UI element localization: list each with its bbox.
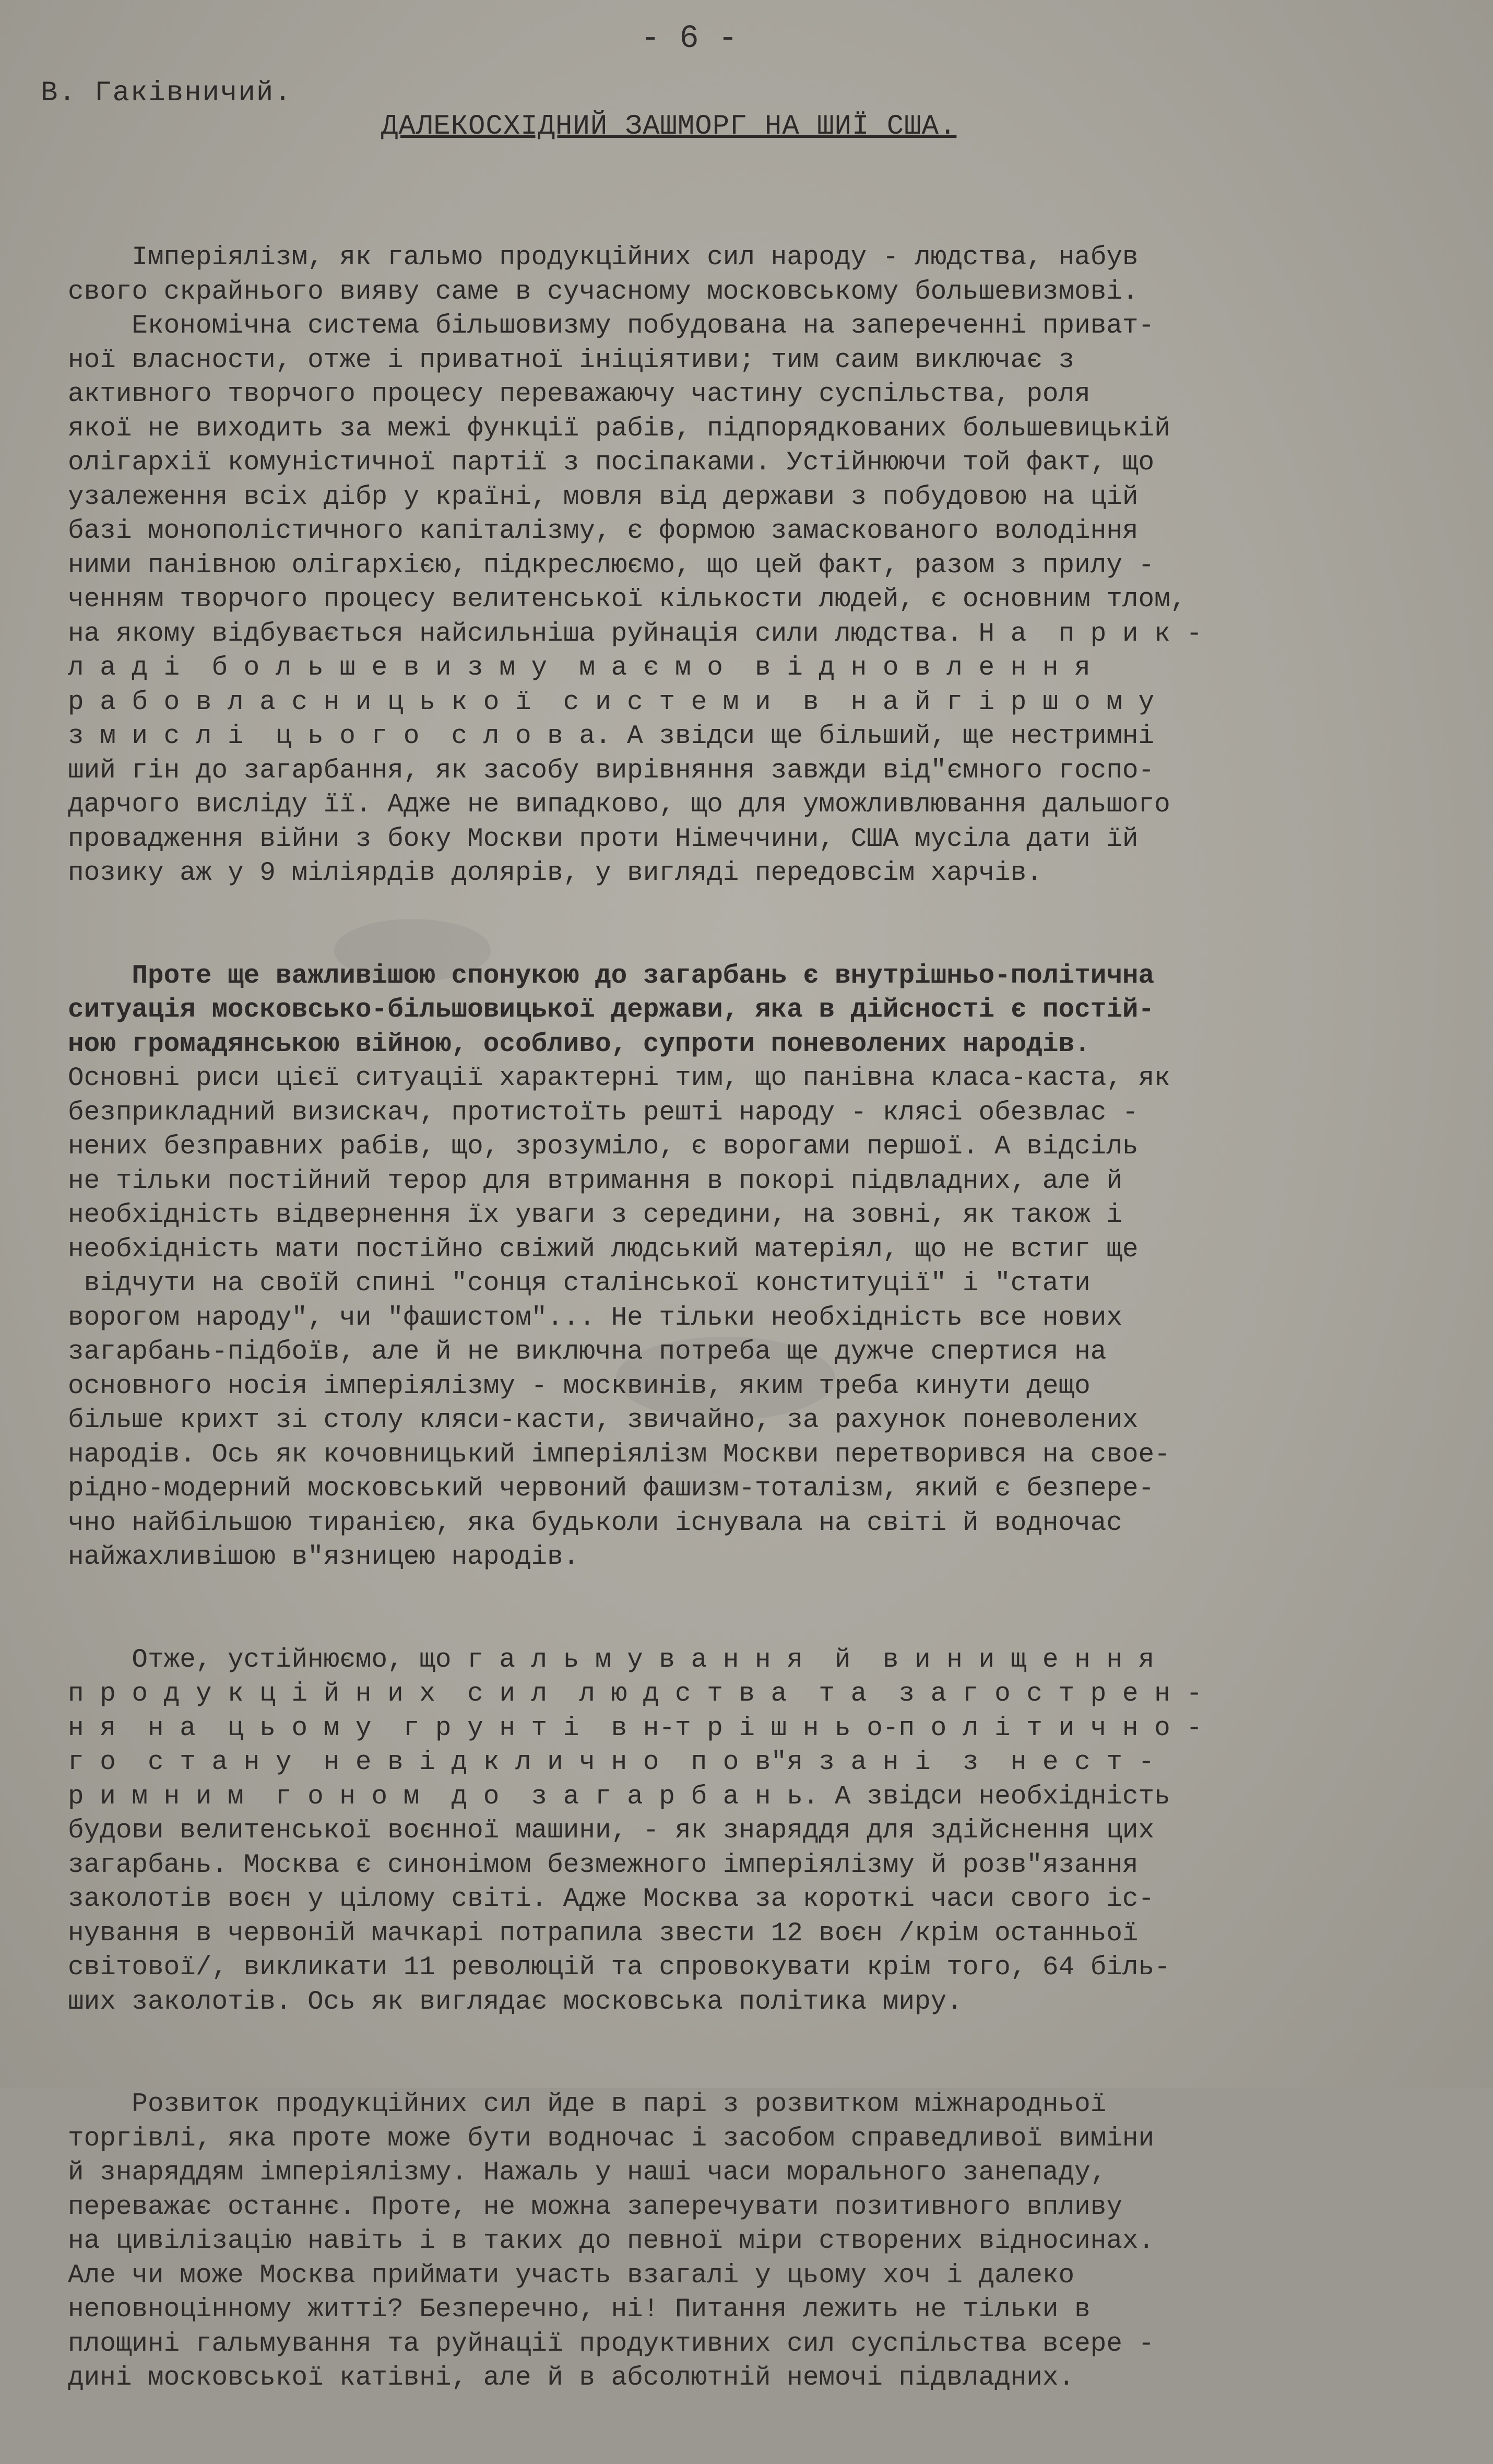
text-line: дині московської катівні, але й в абсолютній немочі підвладних.: [68, 2363, 1075, 2393]
text-line: ної власности, отже і приватної ініціятиви; тим саим виключає з: [68, 345, 1075, 375]
text-line: ними панівною олігархією, підкреслюємо, що цей факт, разом з прилу -: [68, 550, 1155, 581]
text-line: якої не виходить за межі функції рабів, підпорядкованих большевицькій: [68, 414, 1170, 444]
text-line: олігархії комуністичної партії з посіпаками. Устійнюючи той факт, що: [68, 448, 1155, 478]
text-line: безприкладний визискач, протистоїть решті народу - клясі обезвлас -: [68, 1098, 1139, 1128]
text-line: ченням творчого процесу велитенської кількости людей, є основним тлом,: [68, 585, 1187, 615]
text-line: провадження війни з боку Москви проти Німеччини, США мусіла дати їй: [68, 824, 1139, 854]
text-line: на цивілізацію навіть і в таких до певної міри створених відносинах.: [68, 2226, 1155, 2256]
text-line: Розвиток продукційних сил йде в парі з розвитком міжнародньої: [68, 2090, 1107, 2119]
page-number: - 6 -: [640, 20, 738, 57]
text-line: чно найбільшою тиранією, яка будьколи існувала на світі й водночас: [68, 1508, 1122, 1538]
text-line: необхідність відвернення їх уваги з середини, на зовні, як також і: [68, 1200, 1122, 1230]
text-line: більше крихт зі столу кляси-касти, звичайно, за рахунок поневолених: [68, 1406, 1139, 1435]
text-line: на якому відбувається найсильніша руйнація сили людства. Н а п р и к -: [68, 619, 1202, 649]
paragraph-1: [68, 241, 1415, 891]
paragraph-3: [68, 1643, 1415, 2020]
author-name: В. Гаківничий.: [41, 77, 292, 109]
article-body: [68, 172, 1415, 2464]
text-line: ворогом народу", чи "фашистом"... Не тільки необхідність все нових: [68, 1303, 1122, 1333]
text-line: загарбань-підбоїв, але й не виключна потреба ще дужче спертися на: [68, 1337, 1107, 1367]
text-line: р а б о в л а с н и ц ь к о ї с и с т е м и в н а й г і р ш о м у: [68, 687, 1155, 717]
text-line: відчути на своїй спині "сонця сталінської конституції" і "стати: [68, 1269, 1091, 1299]
text-line: базі монополістичного капіталізму, є формою замаскованого володіння: [68, 516, 1139, 546]
text-line: загарбань. Москва є синонімом безмежного імперіялізму й розв"язання: [68, 1850, 1139, 1880]
text-line: активного творчого процесу переважаючу частину суспільства, роля: [68, 380, 1091, 409]
text-line: ший гін до загарбання, як засобу вирівняння завжди від"ємного госпо-: [68, 756, 1155, 786]
text-line: ною громадянською війною, особливо, супроти поневолених народів.: [68, 1029, 1091, 1059]
text-line: г о с т а н у н е в і д к л и ч н о п о в"я з а н і з н е с т -: [68, 1748, 1155, 1777]
text-line: й знаряддям імперіялізму. Нажаль у наші часи морального занепаду,: [68, 2158, 1107, 2188]
text-line: л а д і б о л ь ш е в и з м у м а є м о в і д н о в л е н н я: [68, 653, 1091, 683]
text-line: Але чи може Москва приймати участь взагалі у цьому хоч і далеко: [68, 2260, 1075, 2291]
text-line: дарчого висліду її. Адже не випадково, що для уможливлювання дальшого: [68, 790, 1170, 820]
text-line: ситуація московсько-більшовицької держави, яка в дійсності є постій-: [68, 995, 1155, 1025]
text-line: Проте ще важливішою спонукою до загарбань є внутрішньо-політична: [68, 961, 1155, 991]
text-line: позику аж у 9 міліярдів долярів, у вигляді передовсім харчів.: [68, 858, 1042, 888]
text-line: свого скрайнього вияву саме в сучасному московському большевизмові.: [68, 277, 1139, 307]
text-line: нування в червоній мачкарі потрапила звести 12 воєн /крім останньої: [68, 1918, 1139, 1949]
text-line: основного носія імперіялізму - москвинів, яким треба кинути дещо: [68, 1371, 1091, 1401]
text-line: народів. Ось як кочовницький імперіялізм Москви перетворився на свое-: [68, 1440, 1170, 1470]
text-line: світової/, викликати 11 революцій та спровокувати крім того, 64 біль-: [68, 1953, 1170, 1983]
text-line: рідно-модерний московський червоний фашизм-тоталізм, який є безпере-: [68, 1474, 1155, 1504]
text-line: необхідність мати постійно свіжий людський матеріял, що не встиг ще: [68, 1234, 1139, 1265]
text-line: будови велитенської воєнної машини, - як знаряддя для здійснення цих: [68, 1816, 1155, 1846]
text-line: Отже, устійнюємо, що г а л ь м у в а н н я й в и н и щ е н н я: [68, 1645, 1155, 1675]
text-line: Імперіялізм, як гальмо продукційних сил народу - людства, набув: [68, 243, 1139, 273]
text-line: з м и с л і ц ь о г о с л о в а. А звідси ще більший, ще нестримні: [68, 722, 1155, 751]
text-line: найжахливішою в"язницею народів.: [68, 1542, 579, 1572]
text-line: узалеження всіх дібр у країні, мовля від держави з побудовою на цій: [68, 482, 1139, 512]
paragraph-2: [68, 959, 1415, 1575]
text-line: р и м н и м г о н о м д о з а г а р б а н ь. А звідси необхідність: [68, 1782, 1170, 1812]
text-line: ших заколотів. Ось як виглядає московська політика миру.: [68, 1987, 963, 2017]
text-line: Економічна система більшовизму побудована на запереченні приват-: [68, 311, 1155, 341]
paragraph-4: [68, 2088, 1415, 2396]
text-line: торгівлі, яка проте може бути водночас і засобом справедливої виміни: [68, 2124, 1155, 2154]
text-line: п р о д у к ц і й н и х с и л л ю д с т в а т а з а г о с т р е н -: [68, 1679, 1202, 1709]
text-line: не тільки постійний терор для втримання в покорі підвладних, але й: [68, 1166, 1122, 1196]
text-line: неповноцінному житті? Безперечно, ні! Питання лежить не тільки в: [68, 2295, 1091, 2325]
text-line: переважає останнє. Проте, не можна заперечувати позитивного впливу: [68, 2192, 1122, 2222]
text-line: нених безправних рабів, що, зрозуміло, є ворогами першої. А відсіль: [68, 1132, 1139, 1162]
text-line: площині гальмування та руйнації продуктивних сил суспільства всере -: [68, 2329, 1155, 2359]
text-line: н я н а ц ь о м у г р у н т і в н-т р і ш н ь о-п о л і т и ч н о -: [68, 1713, 1202, 1743]
text-line: Основні риси цієї ситуації характерні тим, що панівна класа-каста, як: [68, 1064, 1170, 1093]
article-title: ДАЛЕКОСХІДНИЙ ЗАШМОРГ НА ШИЇ США.: [381, 111, 957, 143]
text-line: заколотів воєн у цілому світі. Адже Москва за короткі часи свого іс-: [68, 1884, 1155, 1914]
